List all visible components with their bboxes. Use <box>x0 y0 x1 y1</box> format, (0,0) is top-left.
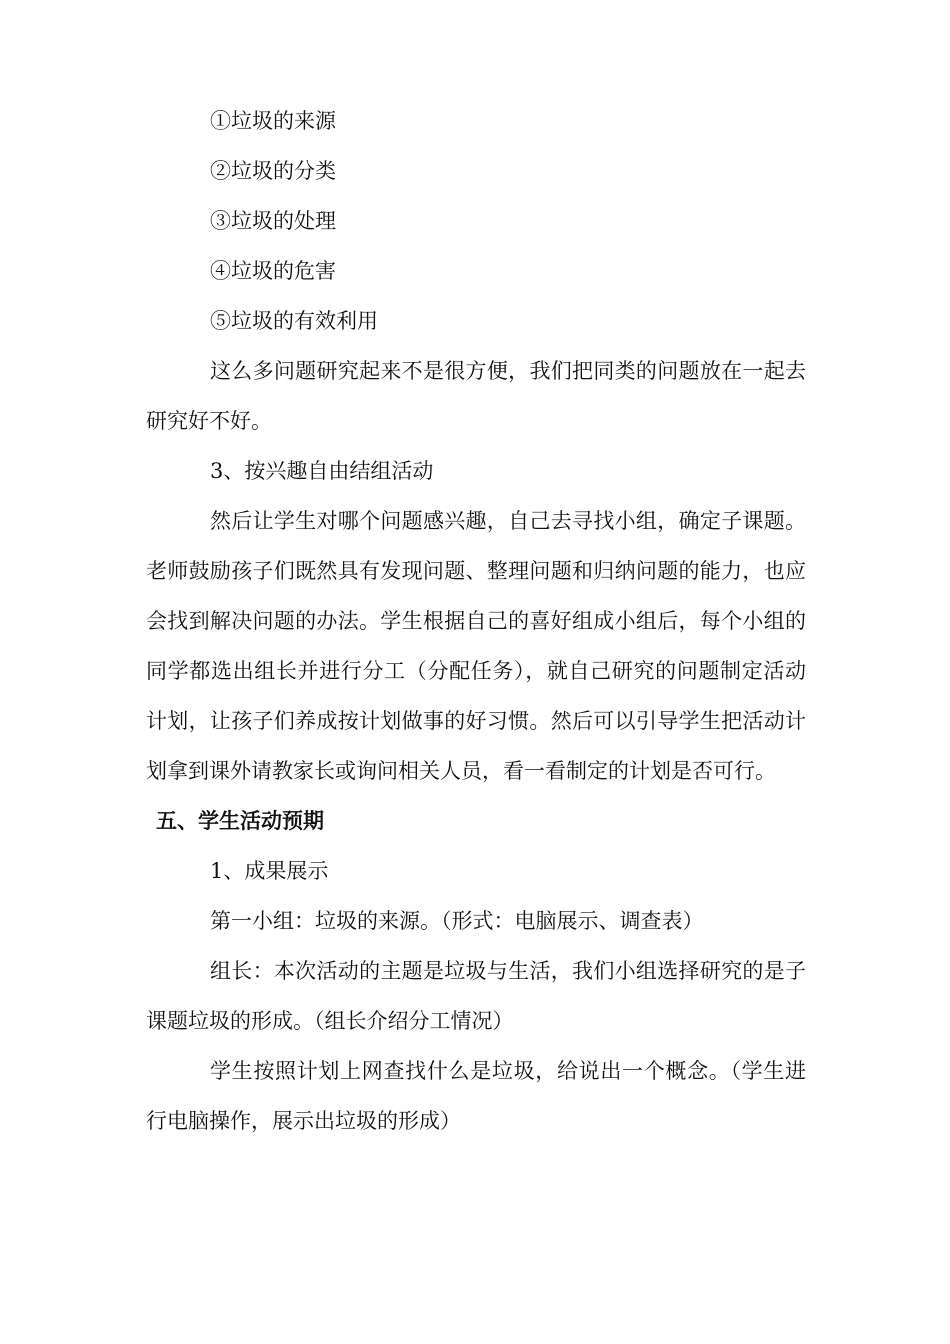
step-heading: 3、按兴趣自由结组活动 <box>210 459 434 483</box>
list-item: ②垃圾的分类 <box>210 159 336 183</box>
list-item: ④垃圾的危害 <box>210 259 336 283</box>
list-item: ①垃圾的来源 <box>210 109 336 133</box>
list-item: ③垃圾的处理 <box>210 209 336 233</box>
paragraph-students: 学生按照计划上网查找什么是垃圾，给说出一个概念。（学生进行电脑操作，展示出垃圾的形成） <box>146 1059 806 1133</box>
list-item: ⑤垃圾的有效利用 <box>210 309 378 333</box>
section-heading: 五、学生活动预期 <box>156 808 324 833</box>
paragraph-grouping: 这么多问题研究起来不是很方便，我们把同类的问题放在一起去研究好不好。 <box>146 359 806 433</box>
sub-heading: 1、成果展示 <box>210 859 329 883</box>
paragraph-group1: 第一小组：垃圾的来源。（形式：电脑展示、调查表） <box>210 909 704 933</box>
paragraph-grouping-activity: 然后让学生对哪个问题感兴趣，自己去寻找小组，确定子课题。老师鼓励孩子们既然具有发现问题、整理问题和归纳问题的能力，也应会找到解决问题的办法。学生根据自己的喜好组成小组后，每个小组的同学都选出组长并进行分工（分配任务），就自己研究的问题制定活动计划，让孩子们养成按计划做事的好习惯。然后可以引导学生把活动计划拿到课外请教家长或询问相关人员，看一看制定的计划是否可行。 <box>146 509 806 783</box>
paragraph-leader: 组长：本次活动的主题是垃圾与生活，我们小组选择研究的是子课题垃圾的形成。（组长介绍分工情况） <box>146 959 806 1033</box>
document-body <box>146 96 806 1146</box>
